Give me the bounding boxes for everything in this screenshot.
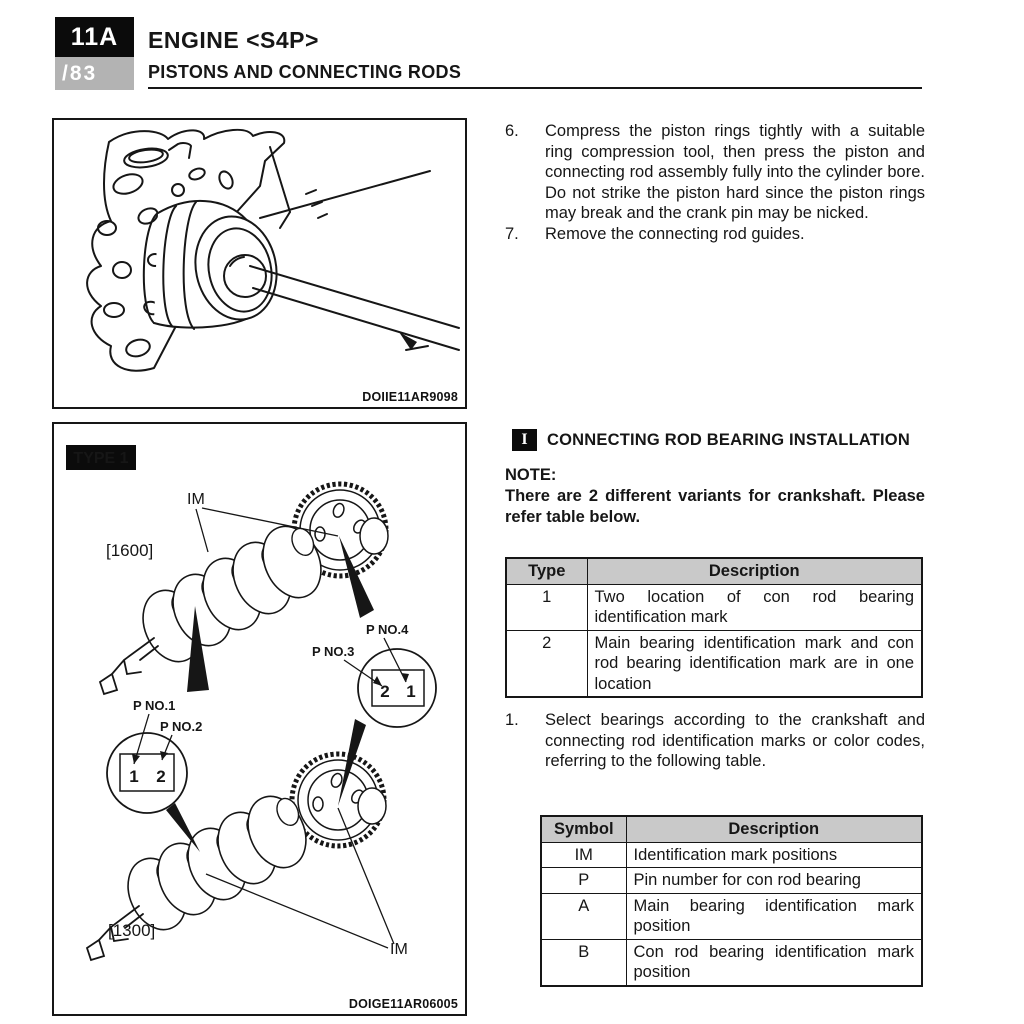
page-title: ENGINE <S4P> <box>148 27 319 53</box>
step-1 <box>505 710 925 772</box>
procedure-steps <box>505 121 925 245</box>
section-title: CONNECTING ROD BEARING INSTALLATION <box>547 430 910 449</box>
pin-bottom-left-num: 1 <box>129 767 139 786</box>
symbol-b-cell: B <box>541 939 626 986</box>
section-index-icon: I <box>512 429 537 451</box>
type-table-header-description: Description <box>587 558 922 584</box>
symbol-im-cell: IM <box>541 842 626 868</box>
pin-bottom-right-num: 2 <box>156 767 166 786</box>
step-6-text: Compress the piston rings tightly with a suitable ring compression tool, then press the piston and connecting rod assembly fully into the cylinder bore. Do not strike the piston hard since the piston rings may break and the crank pin may be nicked. <box>545 122 925 223</box>
step-7-number: 7. <box>505 224 519 243</box>
table-row <box>506 630 922 697</box>
table-row <box>541 868 922 894</box>
im-top-label: IM <box>187 491 205 508</box>
engine-1300-label: [1300] <box>108 921 156 940</box>
step-6-number: 6. <box>505 122 519 140</box>
page-code: /83 <box>62 61 98 85</box>
symbol-table <box>540 815 923 987</box>
type-2-description: Main bearing identification mark and con rod bearing identification mark are in one location <box>587 630 922 697</box>
header-rule <box>148 87 922 89</box>
page-subtitle: PISTONS AND CONNECTING RODS <box>148 62 462 82</box>
note-text: There are 2 different variants for crankshaft. Please refer table below. <box>505 487 925 526</box>
figure2-code: DOIGE11AR06005 <box>348 997 458 1011</box>
symbol-table-header-symbol: Symbol <box>541 816 626 842</box>
step-6 <box>505 121 925 224</box>
table-row <box>541 842 922 868</box>
step-7 <box>505 224 925 245</box>
type-1-cell: 1 <box>506 584 587 630</box>
pin-detail-circle-bottom <box>107 733 187 813</box>
symbol-b-description: Con rod bearing identification mark position <box>626 939 922 986</box>
step-7-text: Remove the connecting rod guides. <box>545 224 805 243</box>
crankshaft-types-drawing <box>54 424 465 1014</box>
type-table-header-type: Type <box>506 558 587 584</box>
figure1-code: DOIIE11AR9098 <box>362 390 458 404</box>
p-no4-label: P NO.4 <box>366 622 409 637</box>
p-no2-label: P NO.2 <box>160 719 203 734</box>
pin-detail-circle-top <box>358 649 436 727</box>
figure-crankshaft-types <box>52 422 467 1016</box>
symbol-p-description: Pin number for con rod bearing <box>626 868 922 894</box>
section-heading <box>512 429 910 451</box>
table-row <box>506 584 922 630</box>
chapter-code-badge <box>55 17 134 57</box>
note-block <box>505 465 925 528</box>
symbol-im-description: Identification mark positions <box>626 842 922 868</box>
table-row <box>541 939 922 986</box>
symbol-p-cell: P <box>541 868 626 894</box>
p-no3-label: P NO.3 <box>312 644 355 659</box>
im-bottom-label: IM <box>390 941 408 958</box>
bearing-selection-steps <box>505 710 925 772</box>
type-table <box>505 557 923 698</box>
symbol-a-description: Main bearing identification mark position <box>626 893 922 939</box>
symbol-a-cell: A <box>541 893 626 939</box>
table-row <box>541 893 922 939</box>
page-code-badge <box>55 57 134 90</box>
type-1-description: Two location of con rod bearing identification mark <box>587 584 922 630</box>
piston-installation-drawing <box>54 120 465 407</box>
engine-1600-label: [1600] <box>106 541 154 560</box>
figure-piston-installation <box>52 118 467 409</box>
symbol-table-header-description: Description <box>626 816 922 842</box>
type-2-cell: 2 <box>506 630 587 697</box>
type-table-header-row <box>506 558 922 584</box>
type1-label: TYPE 1 <box>73 450 129 467</box>
step-1-number: 1. <box>505 711 519 729</box>
note-label: NOTE: <box>505 466 557 484</box>
step-1-text: Select bearings according to the crankshaft and connecting rod identification marks or color codes, referring to the following table. <box>545 711 925 771</box>
pin-top-left-num: 2 <box>380 682 390 701</box>
pin-top-right-num: 1 <box>406 682 416 701</box>
p-no1-label: P NO.1 <box>133 698 176 713</box>
chapter-code: 11A <box>70 22 119 51</box>
symbol-table-header-row <box>541 816 922 842</box>
